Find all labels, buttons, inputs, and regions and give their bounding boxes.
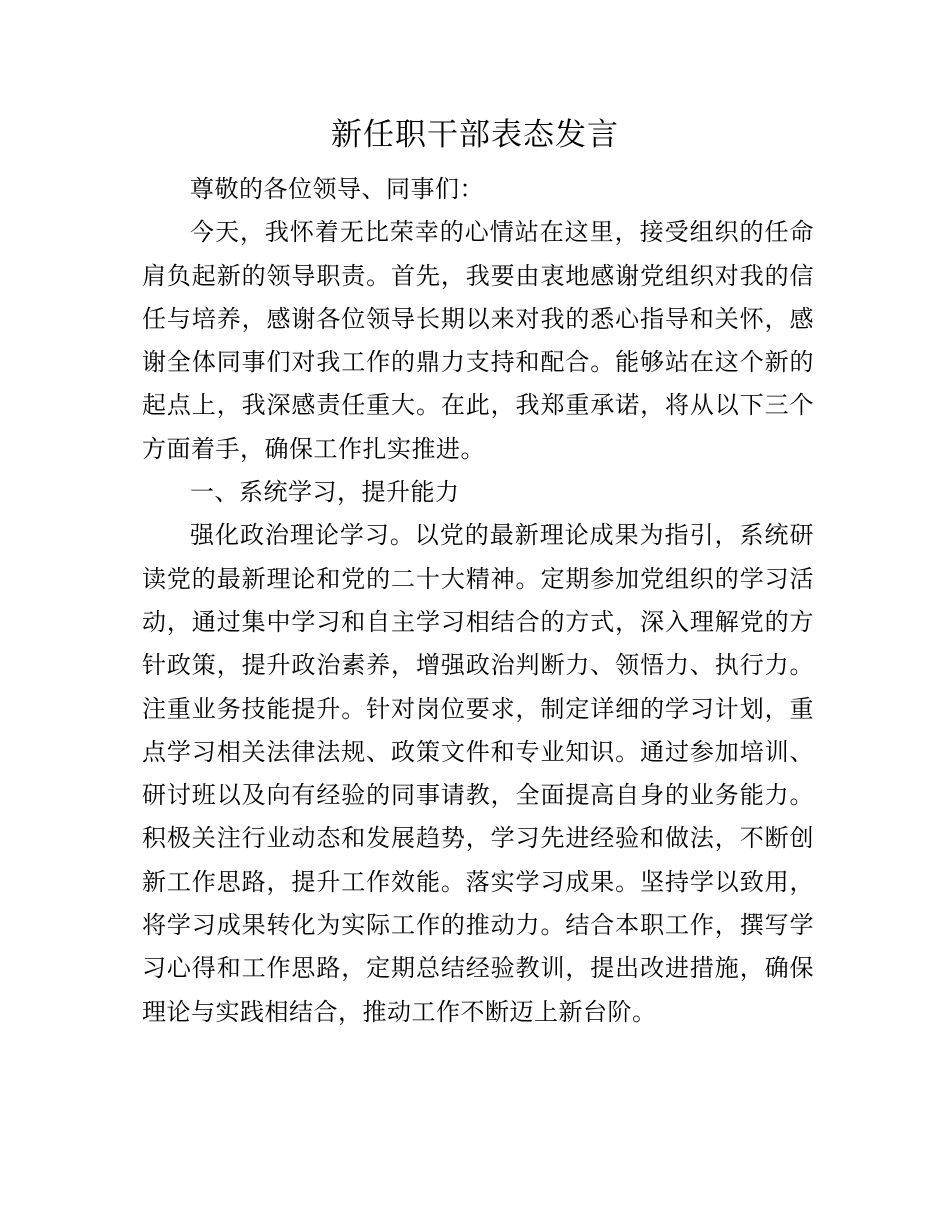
section-heading: 一、系统学习，提升能力 <box>190 478 460 507</box>
paragraph-intro: 今天，我怀着无比荣幸的心情站在这里，接受组织的任命肩负起新的领导职责。首先，我要由衷地感谢党组织对我的信任与培养，感谢各位领导长期以来对我的悉心指导和关怀，感谢全体同事们对我工作的鼎力支持和配合。能够站在这个新的起点上，我深感责任重大。在此，我郑重承诺，将从以下三个方面着手，确保工作扎实推进。 <box>142 218 814 463</box>
paragraph-study: 强化政治理论学习。以党的最新理论成果为指引，系统研读党的最新理论和党的二十大精神。定期参加党组织的学习活动，通过集中学习和自主学习相结合的方式，深入理解党的方针政策，提升政治素养，增强政治判断力、领悟力、执行力。注重业务技能提升。针对岗位要求，制定详细的学习计划，重点学习相关法律法规、政策文件和专业知识。通过参加培训、研讨班以及向有经验的同事请教，全面提高自身的业务能力。积极关注行业动态和发展趋势，学习先进经验和做法，不断创新工作思路，提升工作效能。落实学习成果。坚持学以致用，将学习成果转化为实际工作的推动力。结合本职工作，撰写学习心得和工作思路，定期总结经验教训，提出改进措施，确保理论与实践相结合，推动工作不断迈上新台阶。 <box>142 521 814 1026</box>
page-title: 新任职干部表态发言 <box>331 117 619 153</box>
salutation: 尊敬的各位领导、同事们： <box>190 175 484 203</box>
document-body <box>142 168 814 1034</box>
